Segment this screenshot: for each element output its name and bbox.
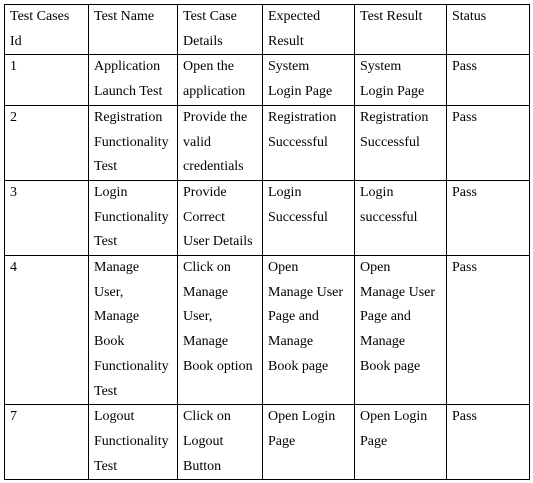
cell-expected-result: Open Login Page <box>263 405 355 480</box>
cell-test-name: Registration Functionality Test <box>89 105 178 180</box>
cell-test-name: Login Functionality Test <box>89 180 178 255</box>
cell-test-result: Open Login Page <box>355 405 447 480</box>
cell-status: Pass <box>447 105 530 180</box>
table-row <box>5 256 530 405</box>
cell-test-result: System Login Page <box>355 55 447 105</box>
cell-expected-result: System Login Page <box>263 55 355 105</box>
cell-test-case-id: 1 <box>5 55 89 105</box>
cell-test-case-details: Click on Logout Button <box>178 405 263 480</box>
cell-test-case-details: Provide the valid credentials <box>178 105 263 180</box>
cell-expected-result: Open Manage User Page and Manage Book page <box>263 256 355 405</box>
cell-test-name: Manage User, Manage Book Functionality Test <box>89 256 178 405</box>
header-test-case-id: Test Cases Id <box>5 5 89 55</box>
cell-expected-result: Login Successful <box>263 180 355 255</box>
header-test-name: Test Name <box>89 5 178 55</box>
cell-test-name: Logout Functionality Test <box>89 405 178 480</box>
test-cases-table <box>4 4 530 480</box>
cell-test-case-details: Open the application <box>178 55 263 105</box>
cell-status: Pass <box>447 180 530 255</box>
cell-status: Pass <box>447 256 530 405</box>
cell-test-case-id: 2 <box>5 105 89 180</box>
cell-test-result: Login successful <box>355 180 447 255</box>
cell-status: Pass <box>447 405 530 480</box>
cell-test-result: Open Manage User Page and Manage Book page <box>355 256 447 405</box>
header-test-case-details: Test Case Details <box>178 5 263 55</box>
cell-test-name: Application Launch Test <box>89 55 178 105</box>
cell-test-case-details: Click on Manage User, Manage Book option <box>178 256 263 405</box>
header-test-result: Test Result <box>355 5 447 55</box>
cell-status: Pass <box>447 55 530 105</box>
cell-test-result: Registration Successful <box>355 105 447 180</box>
header-status: Status <box>447 5 530 55</box>
header-row <box>5 5 530 55</box>
table-row <box>5 55 530 105</box>
cell-test-case-id: 3 <box>5 180 89 255</box>
cell-test-case-details: Provide Correct User Details <box>178 180 263 255</box>
cell-test-case-id: 4 <box>5 256 89 405</box>
header-expected-result: Expected Result <box>263 5 355 55</box>
cell-test-case-id: 7 <box>5 405 89 480</box>
table-row <box>5 405 530 480</box>
cell-expected-result: Registration Successful <box>263 105 355 180</box>
table-row <box>5 180 530 255</box>
table-row <box>5 105 530 180</box>
